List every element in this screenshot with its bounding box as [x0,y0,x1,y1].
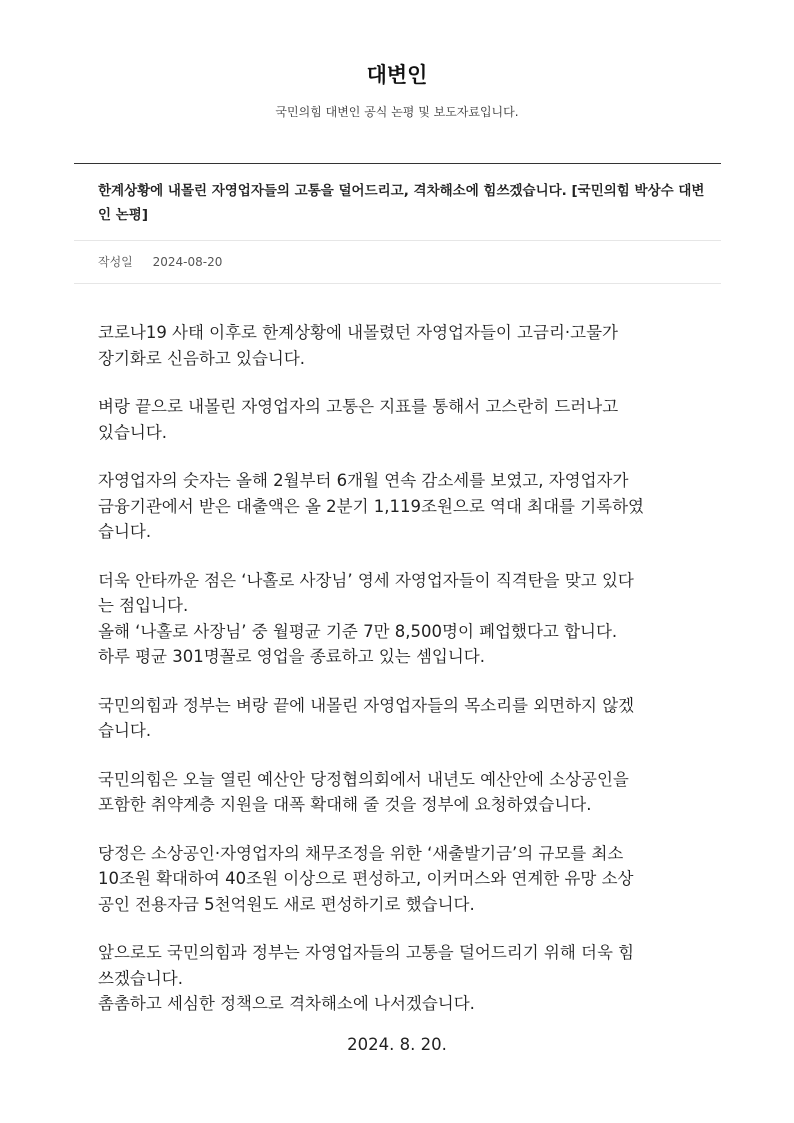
body-line: 는 점입니다. [98,596,189,615]
title-divider [74,240,721,241]
post-date: 2024-08-20 [152,255,223,269]
page-subtitle: 국민의힘 대변인 공식 논평 및 보도자료입니다. [275,105,519,119]
body-line: 국민의힘과 정부는 벼랑 끝에 내몰린 자영업자들의 목소리를 외면하지 않겠 [98,695,635,715]
meta-divider [74,283,721,284]
post-body [98,320,702,1040]
body-paragraph [98,841,702,918]
body-paragraph [98,568,702,670]
body-line: 촘촘하고 세심한 정책으로 격차해소에 나서겠습니다. [98,994,475,1013]
body-line: 자영업자의 숫자는 올해 2월부터 6개월 연속 감소세를 보였고, 자영업자가 [98,471,629,490]
body-paragraph [98,320,702,371]
body-line: 코로나19 사태 이후로 한계상황에 내몰렸던 자영업자들이 고금리·고물가 [98,323,618,342]
body-line: 포함한 취약계층 지원을 대폭 확대해 줄 것을 정부에 요청하였습니다. [98,795,592,814]
body-line: 더욱 안타까운 점은 ‘나홀로 사장님’ 영세 자영업자들이 직격탄을 맞고 있다 [98,570,634,590]
body-paragraph [98,468,702,545]
body-line: 올해 ‘나홀로 사장님’ 중 월평균 기준 7만 8,500명이 폐업했다고 합니다. [98,621,618,641]
body-line: 습니다. [98,721,152,740]
body-line: 하루 평균 301명꼴로 영업을 종료하고 있는 셈입니다. [98,647,485,666]
body-line: 쓰겠습니다. [98,968,183,988]
post-meta [98,251,222,273]
post-title: 한계상황에 내몰린 자영업자들의 고통을 덜어드리고, 격차해소에 힘쓰겠습니다. [국민의힘 박상수 대변인 논평] [98,183,705,223]
body-paragraph [98,693,702,744]
date-label: 작성일 [98,255,133,269]
body-line: 있습니다. [98,422,168,442]
page-title: 대변인 [366,63,428,87]
body-line: 앞으로도 국민의힘과 정부는 자영업자들의 고통을 덜어드리기 위해 더욱 힘 [98,943,635,962]
body-paragraph [98,940,702,1017]
body-line: 국민의힘은 오늘 열린 예산안 당정협의회에서 내년도 예산안에 소상공인을 [98,769,629,789]
header-divider [74,163,721,164]
statement-date: 2024. 8. 20. [347,1035,447,1054]
body-line: 당정은 소상공인·자영업자의 채무조정을 위한 ‘새출발기금’의 규모를 최소 [98,843,624,863]
body-paragraph [98,767,702,818]
body-line: 금융기관에서 받은 대출액은 올 2분기 1,119조원으로 역대 최대를 기록하였 [98,496,644,516]
body-line: 공인 전용자금 5천억원도 새로 편성하기로 했습니다. [98,894,475,914]
body-line: 습니다. [98,522,152,541]
body-paragraph [98,394,702,445]
body-line: 장기화로 신음하고 있습니다. [98,348,306,368]
body-line: 벼랑 끝으로 내몰린 자영업자의 고통은 지표를 통해서 고스란히 드러나고 [98,397,619,416]
body-line: 10조원 확대하여 40조원 이상으로 편성하고, 이커머스와 연계한 유망 소상 [98,869,634,888]
